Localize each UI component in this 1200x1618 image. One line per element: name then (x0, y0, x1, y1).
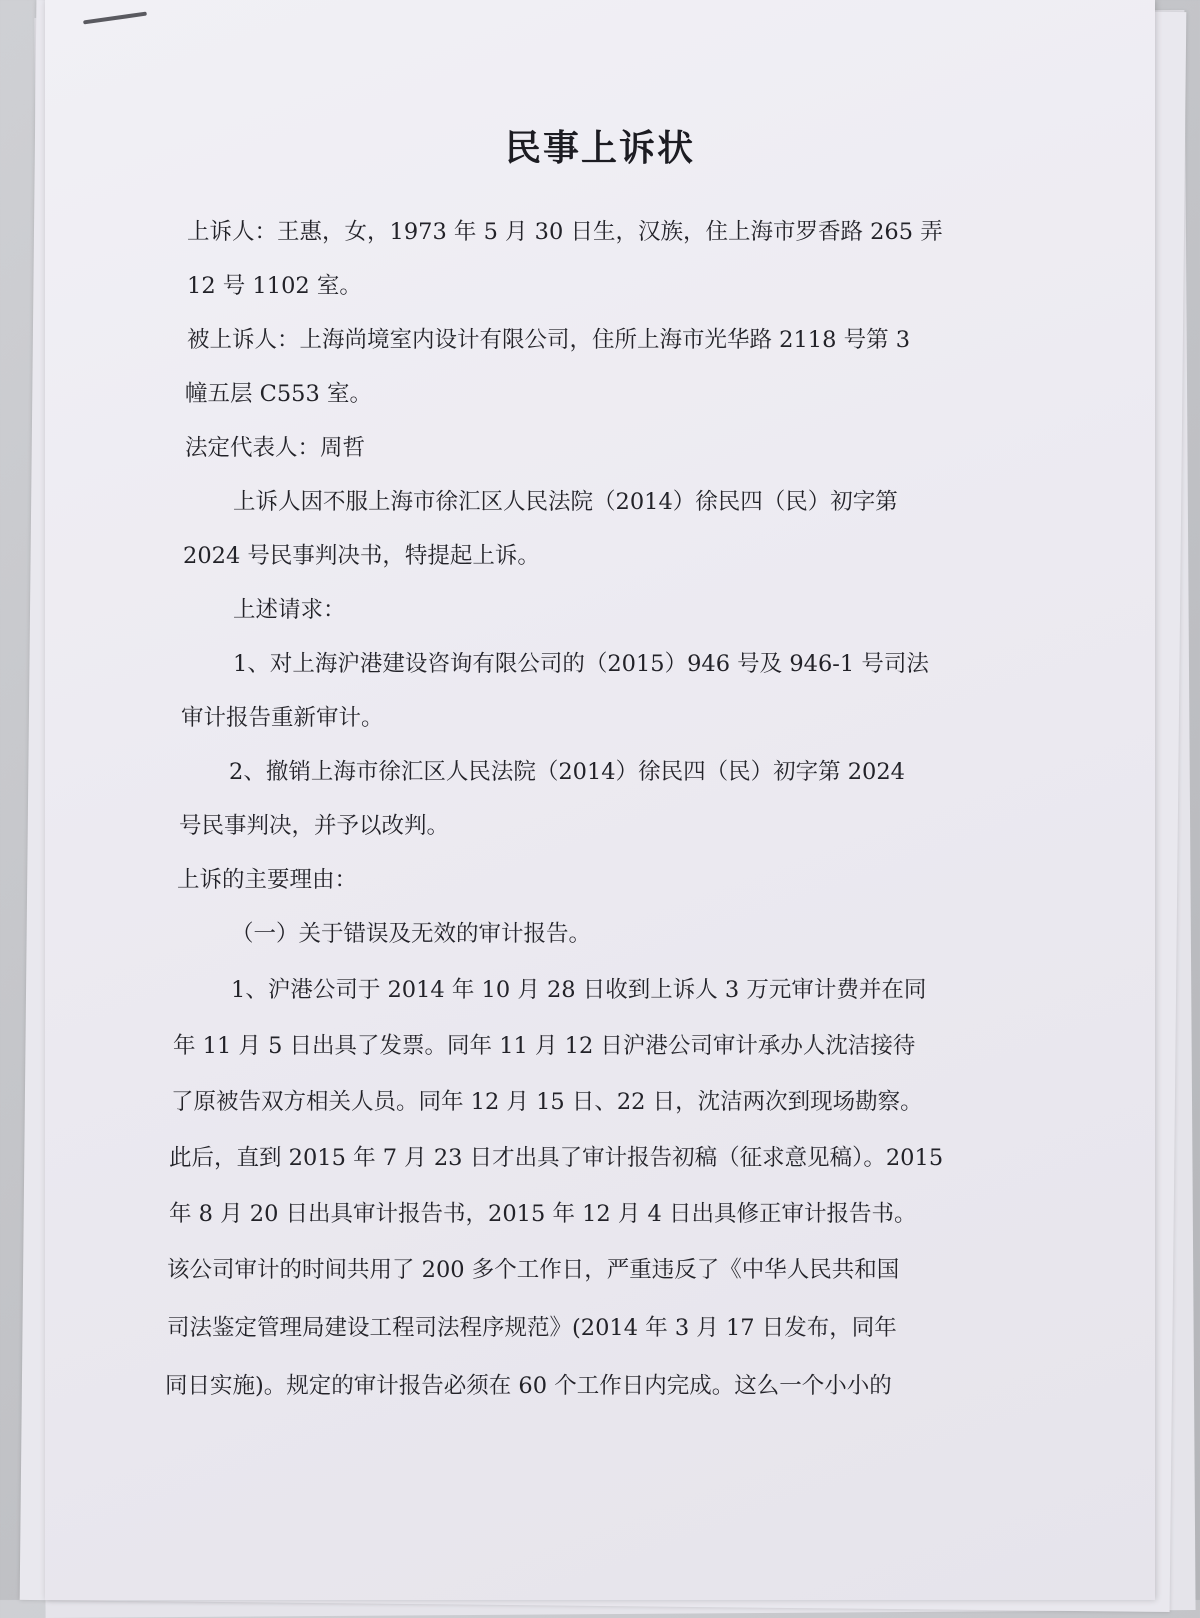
body-line-13: 上诉的主要理由： (177, 867, 358, 893)
body-line-3: 被上诉人：上海尚境室内设计有限公司，住所上海市光华路 2118 号第 3 (187, 327, 911, 353)
body-line-5: 法定代表人：周哲 (185, 435, 366, 461)
body-line-8: 上述请求： (233, 597, 346, 623)
body-line-2: 12 号 1102 室。 (187, 273, 362, 299)
document-title: 民事上诉状 (504, 127, 695, 169)
body-line-10: 审计报告重新审计。 (181, 705, 384, 731)
body-line-16: 年 11 月 5 日出具了发票。同年 11 月 12 日沪港公司审计承办人沈洁接待 (173, 1033, 916, 1059)
body-line-14: （一）关于错误及无效的审计报告。 (231, 921, 592, 947)
document-page (45, 0, 1155, 1600)
body-line-21: 司法鉴定管理局建设工程司法程序规范》(2014 年 3 月 17 日发布，同年 (167, 1315, 897, 1341)
staple-mark (83, 12, 147, 25)
body-line-17: 了原被告双方相关人员。同年 12 月 15 日、22 日，沈洁两次到现场勘察。 (171, 1089, 923, 1115)
body-line-4: 幢五层 C553 室。 (185, 381, 372, 407)
body-line-9: 1、对上海沪港建设咨询有限公司的（2015）946 号及 946-1 号司法 (233, 651, 929, 677)
body-line-11: 2、撤销上海市徐汇区人民法院（2014）徐民四（民）初字第 2024 (229, 759, 905, 785)
body-line-15: 1、沪港公司于 2014 年 10 月 28 日收到上诉人 3 万元审计费并在同 (231, 977, 927, 1003)
body-line-22: 同日实施)。规定的审计报告必须在 60 个工作日内完成。这么一个小小的 (165, 1373, 892, 1399)
body-line-12: 号民事判决，并予以改判。 (179, 813, 450, 839)
body-line-18: 此后，直到 2015 年 7 月 23 日才出具了审计报告初稿（征求意见稿）。2015 (169, 1145, 944, 1171)
body-line-6: 上诉人因不服上海市徐汇区人民法院（2014）徐民四（民）初字第 (233, 489, 898, 515)
body-line-19: 年 8 月 20 日出具审计报告书，2015 年 12 月 4 日出具修正审计报告书。 (169, 1201, 917, 1227)
body-line-7: 2024 号民事判决书，特提起上诉。 (183, 543, 540, 569)
body-line-1: 上诉人：王惠，女，1973 年 5 月 30 日生，汉族，住上海市罗香路 265 弄 (187, 219, 943, 245)
body-line-20: 该公司审计的时间共用了 200 多个工作日，严重违反了《中华人民共和国 (167, 1257, 900, 1283)
